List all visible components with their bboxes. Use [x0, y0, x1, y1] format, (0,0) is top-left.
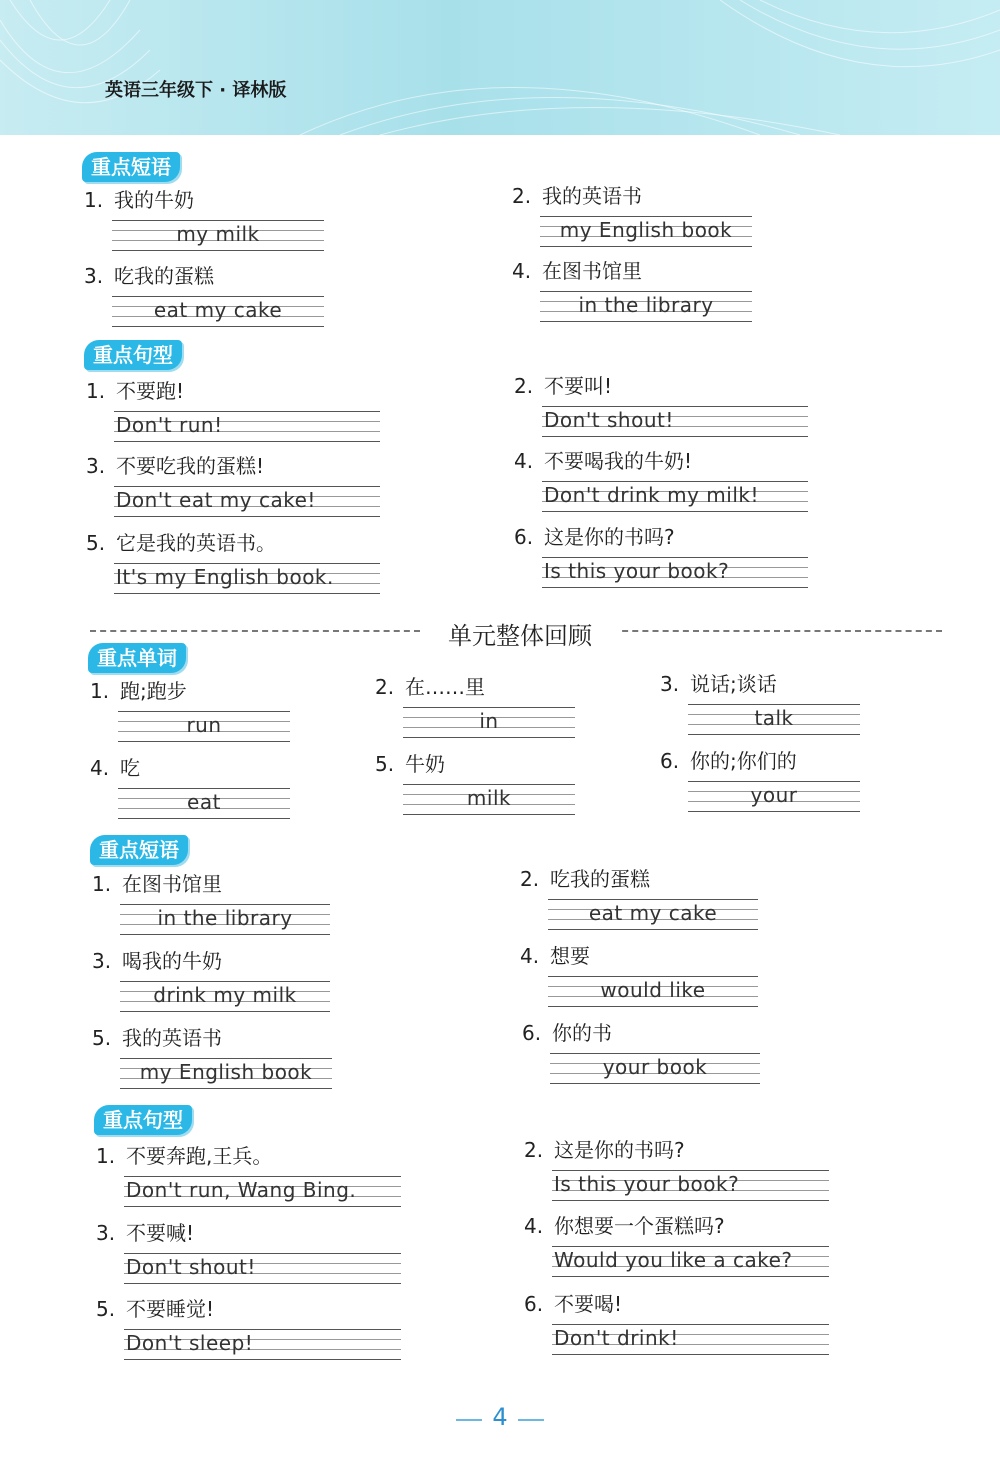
- exercise-item: [524, 1212, 829, 1278]
- exercise-item: [375, 750, 575, 816]
- writing-lines[interactable]: [552, 1244, 829, 1278]
- exercise-item: [524, 1290, 829, 1356]
- answer-text: in: [479, 709, 499, 733]
- exercise-item: [512, 182, 752, 248]
- answer-text: my English book: [559, 218, 733, 242]
- writing-lines[interactable]: [688, 779, 860, 813]
- answer-text: eat: [187, 790, 221, 814]
- answer-text: talk: [754, 706, 794, 730]
- section-title: 单元整体回顾: [420, 616, 620, 651]
- exercise-prompt: 5. 不要睡觉!: [96, 1297, 215, 1321]
- book-title: 英语三年级下 · 译林版: [105, 80, 287, 101]
- exercise-item: [92, 947, 330, 1013]
- writing-lines[interactable]: [688, 702, 860, 736]
- writing-lines[interactable]: [550, 1051, 760, 1085]
- exercise-item: [86, 529, 380, 595]
- answer-text: Is this your book?: [544, 559, 730, 583]
- writing-lines[interactable]: [403, 705, 575, 739]
- exercise-item: [514, 372, 808, 438]
- answer-text: my English book: [139, 1060, 313, 1084]
- exercise-item: [86, 377, 380, 443]
- writing-lines[interactable]: [120, 979, 330, 1013]
- exercise-item: [90, 677, 290, 743]
- exercise-prompt: 4. 你想要一个蛋糕吗?: [524, 1214, 725, 1238]
- exercise-item: [375, 673, 575, 739]
- writing-lines[interactable]: [120, 902, 330, 936]
- exercise-item: [92, 1024, 332, 1090]
- exercise-prompt: 4. 想要: [520, 944, 590, 968]
- exercise-prompt: 4. 在图书馆里: [512, 259, 642, 283]
- writing-lines[interactable]: [118, 709, 290, 743]
- writing-lines[interactable]: [114, 561, 380, 595]
- exercise-prompt: 2. 这是你的书吗?: [524, 1138, 685, 1162]
- writing-lines[interactable]: [114, 484, 380, 518]
- writing-lines[interactable]: [124, 1327, 401, 1361]
- answer-text: drink my milk: [153, 983, 297, 1007]
- answer-text: It's my English book.: [116, 565, 334, 589]
- exercise-prompt: 5. 牛奶: [375, 752, 445, 776]
- exercise-prompt: 1. 跑;跑步: [90, 679, 187, 703]
- writing-lines[interactable]: [542, 404, 808, 438]
- exercise-item: [84, 262, 324, 328]
- exercise-prompt: 4. 吃: [90, 756, 140, 780]
- writing-lines[interactable]: [403, 782, 575, 816]
- exercise-prompt: 3. 不要吃我的蛋糕!: [86, 454, 265, 478]
- exercise-prompt: 3. 说话;谈话: [660, 672, 777, 696]
- exercise-prompt: 6. 这是你的书吗?: [514, 525, 675, 549]
- answer-text: Don't eat my cake!: [116, 488, 316, 512]
- answer-text: your: [750, 783, 798, 807]
- exercise-prompt: 2. 吃我的蛋糕: [520, 867, 650, 891]
- exercise-prompt: 1. 我的牛奶: [84, 188, 194, 212]
- exercise-item: [92, 870, 330, 936]
- answer-text: Don't sleep!: [126, 1331, 254, 1355]
- answer-text: milk: [466, 786, 512, 810]
- writing-lines[interactable]: [124, 1251, 401, 1285]
- writing-lines[interactable]: [548, 974, 758, 1008]
- words-tag: 重点单词: [88, 643, 186, 673]
- answer-text: in the library: [157, 906, 293, 930]
- divider-right: [612, 630, 942, 633]
- exercise-prompt: 6. 不要喝!: [524, 1292, 623, 1316]
- writing-lines[interactable]: [120, 1056, 332, 1090]
- answer-text: Would you like a cake?: [554, 1248, 793, 1272]
- exercise-item: [514, 447, 808, 513]
- answer-text: your book: [602, 1055, 708, 1079]
- writing-lines[interactable]: [542, 555, 808, 589]
- exercise-prompt: 1. 在图书馆里: [92, 872, 222, 896]
- answer-text: Don't shout!: [126, 1255, 256, 1279]
- exercise-prompt: 4. 不要喝我的牛奶!: [514, 449, 693, 473]
- answer-text: Don't run!: [116, 413, 223, 437]
- exercise-item: [84, 186, 324, 252]
- answer-text: my milk: [176, 222, 260, 246]
- exercise-item: [660, 747, 860, 813]
- writing-lines[interactable]: [542, 479, 808, 513]
- exercise-item: [520, 865, 758, 931]
- answer-text: in the library: [578, 293, 714, 317]
- page-number: 4: [460, 1403, 540, 1431]
- exercise-prompt: 6. 你的书: [522, 1021, 612, 1045]
- exercise-prompt: 1. 不要跑!: [86, 379, 185, 403]
- exercise-item: [522, 1019, 760, 1085]
- exercise-prompt: 1. 不要奔跑,王兵。: [96, 1144, 273, 1168]
- exercise-item: [520, 942, 758, 1008]
- writing-lines[interactable]: [118, 786, 290, 820]
- writing-lines[interactable]: [112, 294, 324, 328]
- divider-left: [90, 630, 420, 633]
- answer-text: Don't drink my milk!: [544, 483, 759, 507]
- writing-lines[interactable]: [114, 409, 380, 443]
- answer-text: Don't shout!: [544, 408, 674, 432]
- wave-pattern: [0, 0, 1000, 135]
- exercise-item: [96, 1219, 401, 1285]
- exercise-prompt: 2. 在……里: [375, 675, 485, 699]
- writing-lines[interactable]: [540, 214, 752, 248]
- writing-lines[interactable]: [548, 897, 758, 931]
- writing-lines[interactable]: [112, 218, 324, 252]
- phrases-tag: 重点短语: [90, 835, 188, 865]
- answer-text: would like: [600, 978, 706, 1002]
- writing-lines[interactable]: [552, 1322, 829, 1356]
- answer-text: eat my cake: [153, 298, 283, 322]
- answer-text: eat my cake: [588, 901, 718, 925]
- exercise-prompt: 2. 不要叫!: [514, 374, 613, 398]
- sentences-tag: 重点句型: [94, 1105, 192, 1135]
- exercise-prompt: 5. 我的英语书: [92, 1026, 222, 1050]
- exercise-item: [96, 1142, 401, 1208]
- exercise-prompt: 3. 不要喊!: [96, 1221, 195, 1245]
- exercise-item: [96, 1295, 401, 1361]
- exercise-prompt: 5. 它是我的英语书。: [86, 531, 276, 555]
- exercise-item: [512, 257, 752, 323]
- writing-lines[interactable]: [552, 1168, 829, 1202]
- answer-text: Don't run, Wang Bing.: [126, 1178, 357, 1202]
- exercise-prompt: 3. 吃我的蛋糕: [84, 264, 214, 288]
- exercise-item: [514, 523, 808, 589]
- answer-text: run: [186, 713, 222, 737]
- sentences-tag: 重点句型: [84, 340, 182, 370]
- exercise-prompt: 2. 我的英语书: [512, 184, 642, 208]
- answer-text: Is this your book?: [554, 1172, 740, 1196]
- exercise-prompt: 3. 喝我的牛奶: [92, 949, 222, 973]
- exercise-prompt: 6. 你的;你们的: [660, 749, 797, 773]
- header-banner: [0, 0, 1000, 135]
- writing-lines[interactable]: [124, 1174, 401, 1208]
- exercise-item: [524, 1136, 829, 1202]
- exercise-item: [660, 670, 860, 736]
- exercise-item: [86, 452, 380, 518]
- phrases-tag: 重点短语: [82, 152, 180, 182]
- answer-text: Don't drink!: [554, 1326, 679, 1350]
- writing-lines[interactable]: [540, 289, 752, 323]
- exercise-item: [90, 754, 290, 820]
